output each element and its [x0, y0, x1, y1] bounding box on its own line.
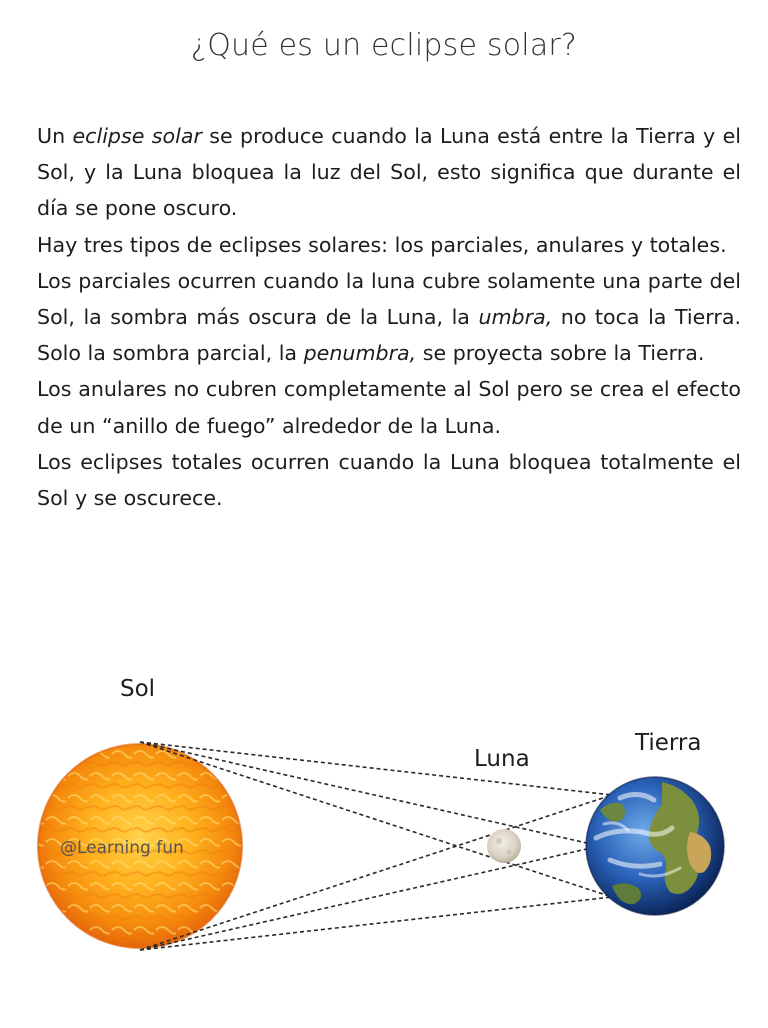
paragraph-total: Los eclipses totales ocurren cuando la Luna bloquea totalmente el Sol y se oscurece.	[37, 449, 741, 511]
emphasis-eclipse-solar: eclipse solar	[72, 124, 202, 148]
moon-label: Luna	[474, 746, 530, 772]
paragraph-types: Hay tres tipos de eclipses solares: los parciales, anulares y totales.	[37, 232, 727, 257]
text-segment: se produce cuando la Luna está entre la Tierra y el Sol, y la Luna bloquea la luz del Sol, esto significa que durante el día se pone oscuro.	[37, 124, 741, 221]
paragraph-definition	[37, 118, 741, 227]
watermark: @Learning fun	[60, 838, 184, 858]
text-segment: Un	[37, 124, 73, 148]
paragraph-partial	[37, 263, 741, 372]
text-segment: se proyecta sobre la Tierra.	[416, 341, 705, 366]
moon-icon	[487, 829, 521, 863]
eclipse-diagram	[0, 660, 768, 1024]
emphasis-penumbra: penumbra,	[303, 341, 417, 366]
text-segment: no toca la Tierra. Solo la sombra parcial, la	[37, 305, 741, 366]
earth-icon	[586, 777, 724, 915]
paragraph-annular: Los anulares no cubren completamente al Sol pero se crea el efecto de un “anillo de fuego” alrededor de la Luna.	[37, 377, 741, 438]
sun-label: Sol	[120, 676, 156, 702]
page-title: ¿Qué es un eclipse solar?	[190, 28, 578, 63]
emphasis-umbra: umbra,	[478, 305, 553, 330]
article-body	[37, 118, 741, 516]
earth-label: Tierra	[635, 730, 702, 756]
text-segment: Los parciales ocurren cuando la luna cubre solamente una parte del Sol, la sombra más oscura de la Luna, la	[37, 268, 741, 330]
